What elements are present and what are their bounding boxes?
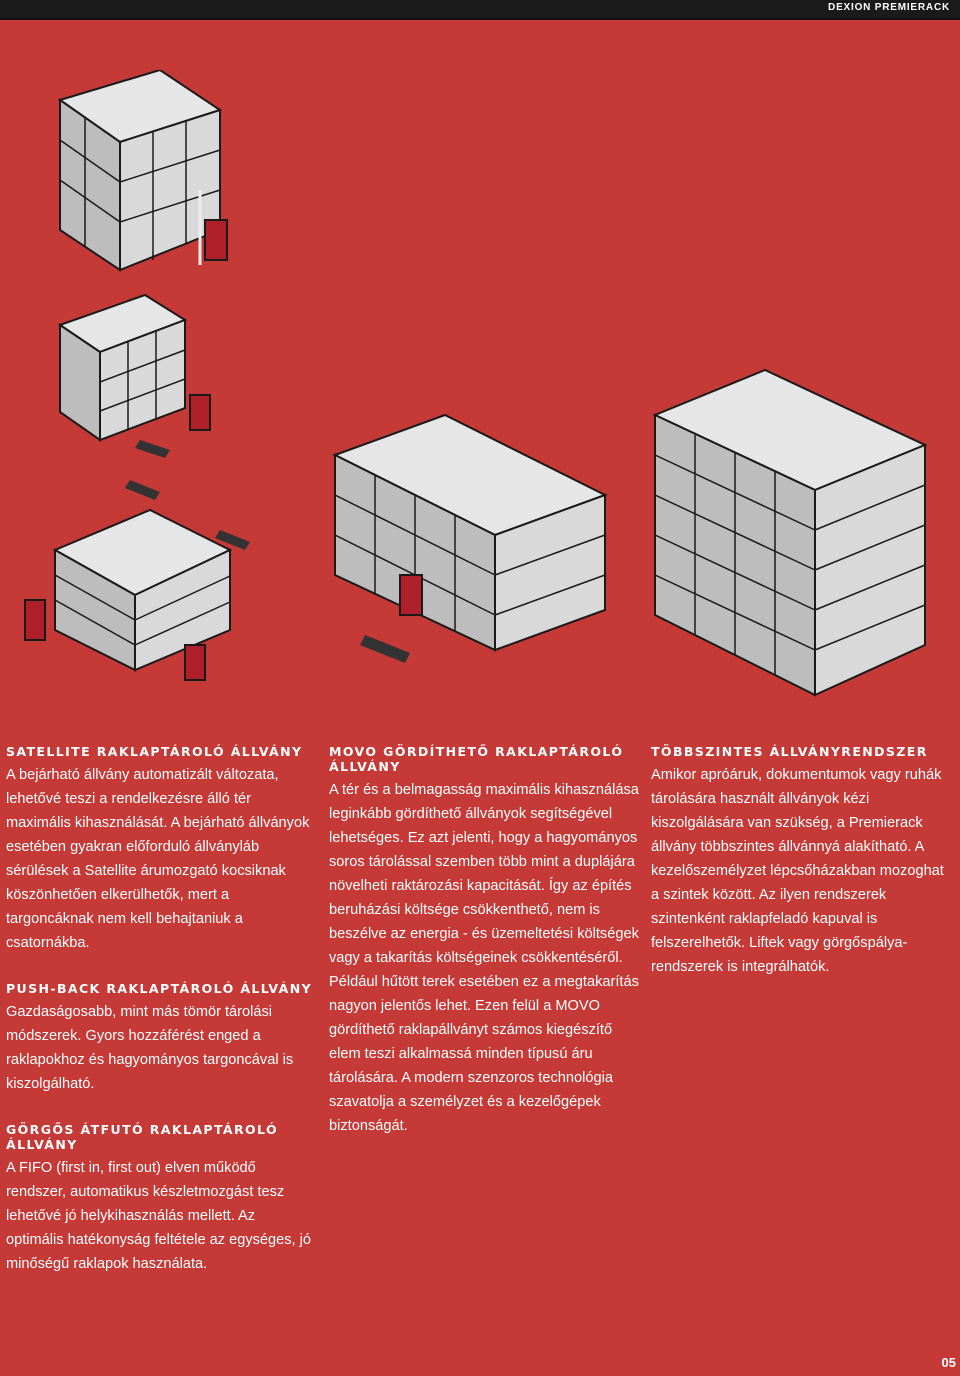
gorgos-title: GÖRGŐS ÁTFUTÓ RAKLAPTÁROLÓ ÁLLVÁNY <box>6 1122 278 1152</box>
tobbszintes-body: Amikor apróáruk, dokumentumok vagy ruhák tárolására használt állványok kézi kiszolgálására van szükség, a Premierack állvány többszintes állvánnyá alakítható. A kezelőszemélyzet lépcsőházakban mozoghat a szintek között. Az ilyen rendszerek szintenként raklapfeladó kapuval is felszerelhetők. Liftek vagy görgőspálya-rendszerek is integrálhatók. <box>651 767 944 975</box>
multi-tier-shelving-illustration <box>645 360 935 705</box>
tobbszintes-title: TÖBBSZINTES ÁLLVÁNYRENDSZER <box>651 744 928 759</box>
column-right <box>651 744 951 1005</box>
brand-label: DEXION PREMIERACK <box>828 2 950 13</box>
movo-mobile-rack-illustration <box>325 395 615 670</box>
push-back-rack-illustration <box>50 290 230 465</box>
pushback-title: PUSH-BACK RAKLAPTÁROLÓ ÁLLVÁNY <box>6 981 313 996</box>
pushback-body: Gazdaságosabb, mint más tömör tárolási módszerek. Gyors hozzáférést enged a raklapokhoz és hagyományos targoncával is kiszolgálható. <box>6 1004 294 1092</box>
top-bar <box>0 0 960 20</box>
gorgos-body: A FIFO (first in, first out) elven működő rendszer, automatikus készletmozgást tesz lehetővé jó helykihasználás mellett. Az optimális hatékonyság feltétele az egységes, jó minőségű raklapok használata. <box>6 1160 312 1272</box>
page-number: 05 <box>941 1355 956 1370</box>
satellite-title: SATELLITE RAKLAPTÁROLÓ ÁLLVÁNY <box>6 744 303 759</box>
column-middle <box>329 744 641 1164</box>
satellite-rack-illustration <box>40 70 250 290</box>
movo-body: A tér és a belmagasság maximális kihasználása leginkább gördíthető állványok segítségével lehetséges. Ez azt jelenti, hogy a hagyományos soros tárolással szemben több mint a duplájára növelheti raktározási kapacitását. Így az építés beruházási költsége csökkenthető, nem is beszélve az energia - és üzemeltetési költségek vagy a takarítás költségeinek csökkentéséről. Például hűtött terek esetében ez a megtakarítás nagyon jelentős lehet. Ezen felül a MOVO gördíthető raklapállványt számos kiegészítő elem teszi alkalmassá minden típusú áru tárolására. A modern szenzoros technológia szavatolja a személyzet és a kezelőgépek biztonságát. <box>329 782 639 1134</box>
gravity-flow-rack-illustration <box>20 470 260 690</box>
column-left <box>6 744 316 1302</box>
movo-title: MOVO GÖRDÍTHETŐ RAKLAPTÁROLÓ ÁLLVÁNY <box>329 744 624 774</box>
satellite-body: A bejárható állvány automatizált változata, lehetővé teszi a rendelkezésre álló tér maximális kihasználását. A bejárható állványok esetében gyakran előforduló állványláb sérülések a Satellite árumozgató kocsiknak köszönhetően elkerülhetők, mert a targoncáknak nem kell behajtaniuk a csatornákba. <box>6 767 310 951</box>
